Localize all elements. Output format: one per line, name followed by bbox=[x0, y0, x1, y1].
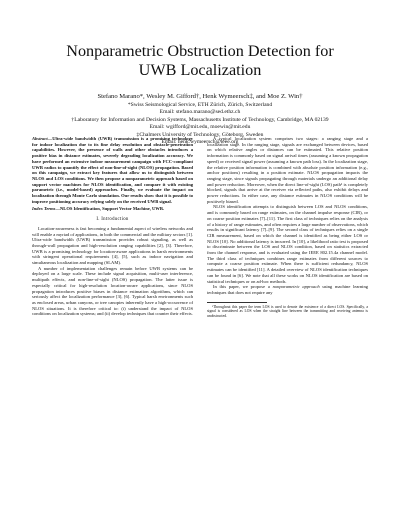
author-names: Stefano Marano*, Wesley M. Gifford†, Henk Wymeersch‡, and Moe Z. Win† bbox=[97, 93, 303, 100]
affiliation-1: *Swiss Seismological Service, ETH Zürich, Zürich, Switzerland bbox=[127, 102, 273, 108]
body-paragraph-1: A typical localization system comprises two stages: a ranging stage and a localization stage. In the ranging stage, signals are exchanged between devices, based on which relative angles or distances can be estimated. This relative position information is commonly based on signal arrival times (assuming a known propagation speed) or received signal power (assuming a known path loss). In the localization stage, the relative position information is combined with absolute position information (e.g., anchor positions) resulting in a position estimate. NLOS propagation impacts the ranging stage, since signals propagating through materials undergo an additional delay and power reduction. Moreover, when the direct line-of-sight (LOS) path¹ is completely blocked, signals that arrive at the receiver via reflected paths, also exhibit delays and power reductions. In either case, any distance estimates in NLOS conditions will be positively biased. bbox=[207, 136, 368, 204]
affiliation-2: †Laboratory for Information and Decision Systems, Massachusetts Institute of Technology, Cambridge, MA 02139 bbox=[71, 116, 329, 123]
index-terms-text: —NLOS Identification, Support Vector Machine, UWB. bbox=[55, 206, 165, 212]
p3-suffix: using machine learning techniques that does not require any bbox=[207, 284, 368, 295]
paper-title bbox=[32, 42, 368, 80]
section-heading: I. Introduction bbox=[96, 217, 129, 223]
intro-paragraph-1: Location-awareness is fast becoming a fundamental aspect of wireless networks and will enable a myriad of applications, in both the commercial and the military sectors [1]. Ultra-wide bandwidth (UWB) transmission provides robust signaling, as well as through-wall propagation and high-resolution ranging capabilities [2], [3]. Therefore, UWB is a promising technology for location-aware applications in harsh environments with stringent operational requirements [4], [5], such as indoor navigation and simultaneous localization and mapping (SLAM). bbox=[32, 225, 193, 266]
body-paragraph-3 bbox=[207, 284, 368, 295]
two-column-body bbox=[32, 136, 368, 518]
footnote-rule bbox=[207, 302, 267, 303]
index-terms bbox=[32, 206, 193, 212]
intro-paragraph-2: A number of implementation challenges remain before UWB systems can be deployed on a large scale. These include signal acquisition, multi-user interference, multipath effects, and non-line-of-sight (NLOS) propagation. The latter issue is especially critical for high-resolution location-aware applications, since NLOS propagation introduces positive biases in distance estimation algorithms, which can seriously affect the localization performance [3], [6]. Typical harsh environments such as enclosed areas, urban canyons, or tree canopies inherently have a high-occurrence of NLOS situations. It is therefore critical to: (i) understand the impact of NLOS conditions on localization systems; and (ii) develop techniques that counter their effects. bbox=[32, 265, 193, 317]
left-column bbox=[32, 136, 193, 518]
footnote: ¹Throughout this paper the term LOS is used to denote the existence of a direct LOS. Specifically, a signal is considered as LOS when the straight line between the transmitting and receiving antenna is unobstructed. bbox=[207, 304, 368, 318]
body-paragraph-2: NLOS identification attempts to distinguish between LOS and NLOS conditions, and is commonly based on range estimates, on the channel impulse response (CIR), or on coarse position estimates [7]–[11]. The first class of techniques relies on the analysis of a history of range estimates, and often requires a large number of observations, which results in significant latency [7]–[9]. The second class of techniques relies on a single CIR measurement, based on which the channel is identified as being either LOS or NLOS [10]. No additional latency is incurred. In [10], a likelihood ratio test is proposed to discriminate between the LOS and NLOS condition, based on statistics extracted from the channel response, and is evaluated using the IEEE 802.15.4a channel model. The third class of techniques combines range estimates from different sources to compute a coarse position estimate. When there is sufficient redundancy, NLOS estimates can be identified [11]. A detailed overview of NLOS identification techniques can be found in [6]. We note that all these works on NLOS identification are based on statistical techniques or on ad-hoc methods. bbox=[207, 204, 368, 284]
abstract-text: —Ultra-wide bandwidth (UWB) transmission is a promising technology for indoor localization due to its fine delay resolution and obstacle-penetration capabilities. However, the presence of walls and other obstacles introduces a positive bias in distance estimates, severely degrading localization accuracy. We have performed an extensive indoor measurement campaign with FCC-compliant UWB radios to quantify the effect of non-line-of-sight (NLOS) propagation. Based on this campaign, we extract key features that allow us to distinguish between NLOS and LOS conditions. We then propose a nonparametric approach based on support vector machines for NLOS identification, and compare it with existing parametric (i.e., model-based) approaches. Finally, we evaluate the impact on localization through Monte Carlo simulation. Our results show that it is possible to improve positioning accuracy relying solely on the received UWB signal. bbox=[32, 136, 193, 204]
email-3: Email: henk.wymeersch@ieee.org bbox=[161, 139, 239, 146]
email-2: Email: wgifford@mit.edu, moewin@mit.edu bbox=[149, 124, 251, 131]
index-terms-label: Index Terms bbox=[32, 206, 56, 212]
email-1: Email: stefano.marano@sed.ethz.ch bbox=[159, 109, 241, 116]
p3-prefix: In this paper, we propose a bbox=[213, 284, 273, 290]
abstract bbox=[32, 136, 193, 204]
abstract-label: Abstract bbox=[32, 136, 48, 141]
right-column bbox=[207, 136, 368, 518]
p3-emphasis: nonparametric approach bbox=[272, 284, 320, 290]
title-line-1: Nonparametric Obstruction Detection for bbox=[66, 42, 334, 60]
affiliation-3: ‡Chalmers University of Technology, Göteborg, Sweden bbox=[136, 131, 264, 138]
title-line-2: UWB Localization bbox=[138, 61, 262, 79]
